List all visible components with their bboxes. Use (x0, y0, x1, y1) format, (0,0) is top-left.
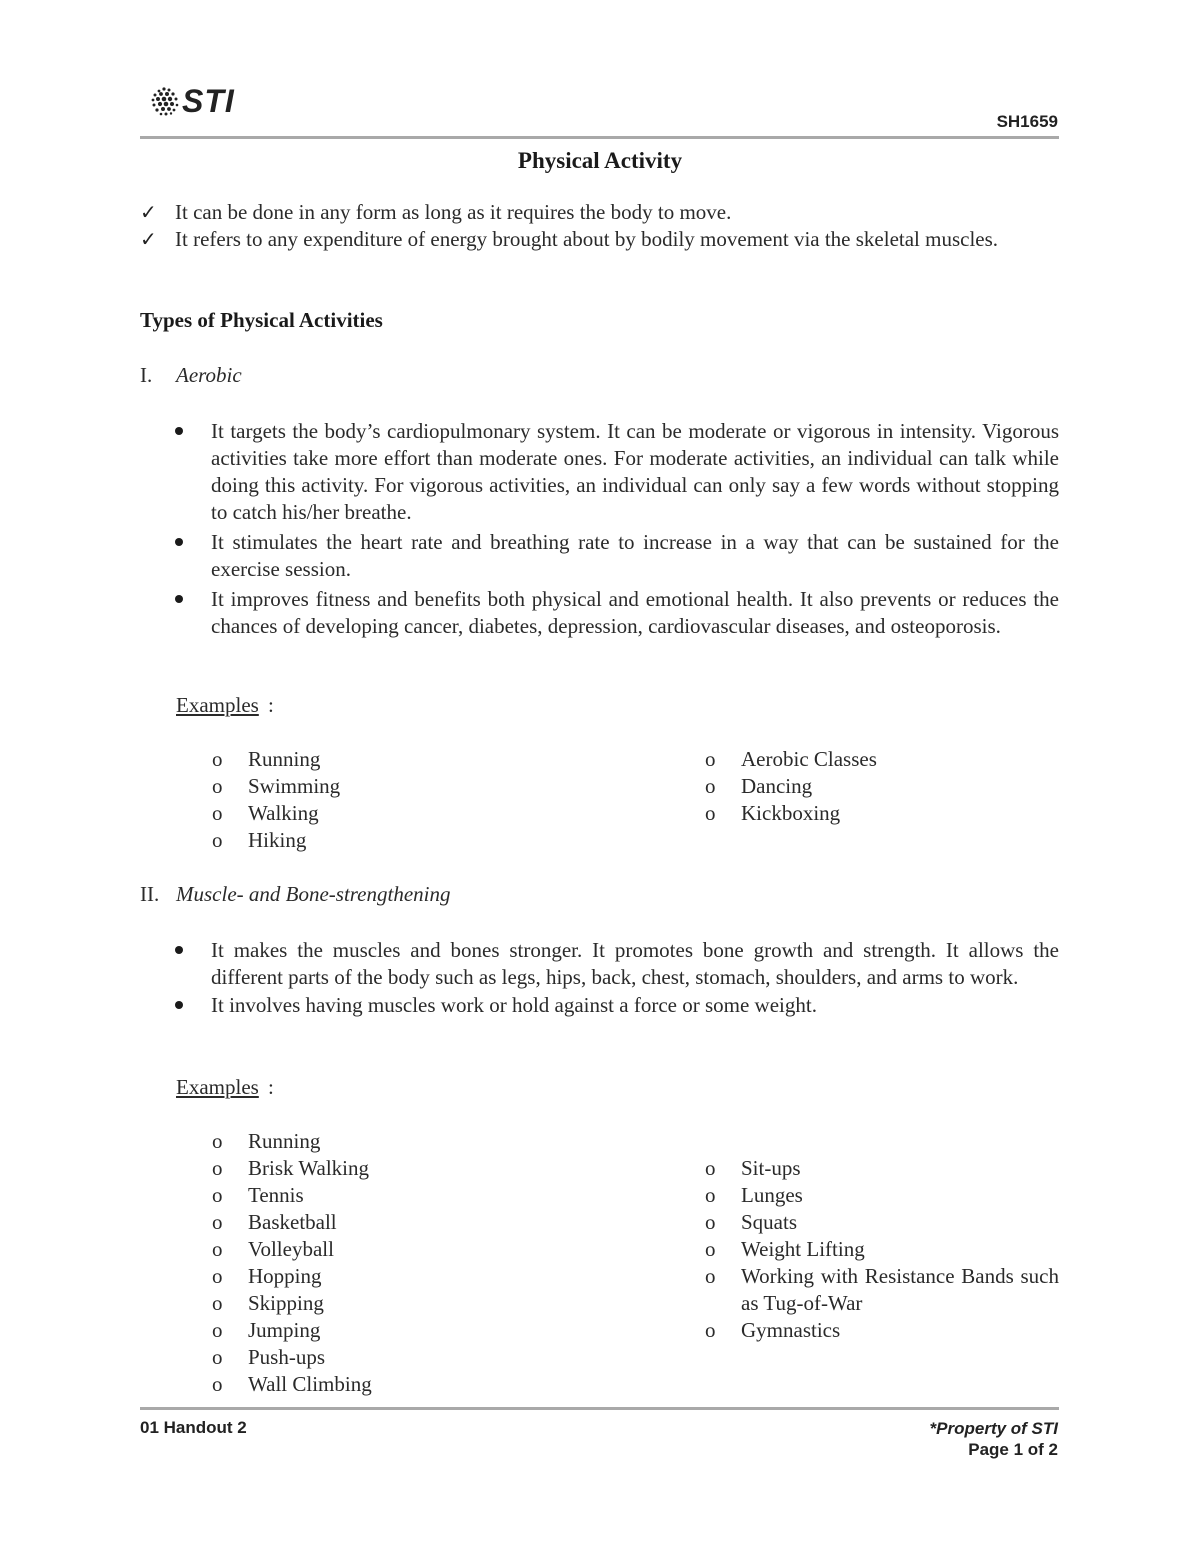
list-item: o Walking (212, 801, 319, 825)
intro-point: ✓ It can be done in any form as long as it requires the body to move. (140, 200, 732, 224)
list-marker: o (212, 1129, 223, 1153)
bullet-item: It makes the muscles and bones stronger. It promotes bone growth and strength. It allows the different parts of the body such as legs, hips, back, chest, stomach, shoulders, and arms to work. (175, 937, 1059, 991)
page-number: Page 1 of 2 (968, 1440, 1058, 1459)
examples-label: Examples (176, 693, 259, 717)
list-marker: o (705, 747, 716, 771)
list-item: o Volleyball (212, 1237, 334, 1261)
list-marker: o (212, 1156, 223, 1180)
section-name: Aerobic (176, 363, 242, 387)
list-item: o Jumping (212, 1318, 321, 1342)
bullet-icon (175, 427, 183, 435)
bullet-item: It involves having muscles work or hold against a force or some weight. (175, 992, 1059, 1019)
aerobic-examples-right (705, 746, 1059, 827)
list-marker: o (212, 1318, 223, 1342)
bullet-icon (175, 538, 183, 546)
list-item: o Running (212, 747, 321, 771)
list-marker: o (705, 1318, 716, 1342)
aerobic-examples-left (212, 746, 632, 854)
list-item: o Hopping (212, 1264, 322, 1288)
handout-label: 01 Handout 2 (140, 1418, 247, 1437)
bullet-item: It stimulates the heart rate and breathing rate to increase in a way that can be sustained for the exercise session. (175, 529, 1059, 583)
list-marker: o (212, 747, 223, 771)
list-marker: o (705, 1183, 716, 1207)
list-marker: o (705, 774, 716, 798)
property-notice: *Property of STI (929, 1419, 1058, 1438)
list-item: o Running (212, 1129, 321, 1153)
bullet-icon (175, 946, 183, 954)
list-item: o Squats (705, 1210, 798, 1234)
list-marker: o (705, 1210, 716, 1234)
list-item: o Working with Resistance Bands such as Tug-of-War (705, 1264, 1059, 1315)
list-marker: o (212, 774, 223, 798)
header-divider (140, 136, 1059, 139)
logo-text: STI (182, 83, 235, 119)
sti-logo (150, 84, 235, 118)
page-title: Physical Activity (517, 148, 683, 173)
section-numeral: II. (140, 882, 160, 906)
types-heading: Types of Physical Activities (140, 308, 383, 332)
list-item: o Sit-ups (705, 1156, 801, 1180)
footer-divider (140, 1407, 1059, 1410)
list-item: o Dancing (705, 774, 813, 798)
checkmark-icon: ✓ (140, 227, 157, 251)
list-item: o Swimming (212, 774, 341, 798)
bullet-icon (175, 595, 183, 603)
list-marker: o (212, 1372, 223, 1396)
section-name: Muscle- and Bone-strengthening (176, 882, 451, 906)
list-item: o Brisk Walking (212, 1156, 370, 1180)
list-marker: o (212, 1264, 223, 1288)
list-marker: o (212, 1183, 223, 1207)
list-marker: o (705, 1264, 716, 1288)
section-heading-aerobic (140, 362, 242, 389)
list-item: o Weight Lifting (705, 1237, 865, 1261)
list-marker: o (705, 801, 716, 825)
list-item: o Wall Climbing (212, 1372, 372, 1396)
examples-colon: : (268, 1075, 274, 1099)
list-item: o Push-ups (212, 1345, 326, 1369)
list-item: o Basketball (212, 1210, 337, 1234)
list-marker: o (705, 1156, 716, 1180)
list-item: o Hiking (212, 828, 307, 852)
footer-right (930, 1418, 1058, 1460)
list-marker: o (212, 1291, 223, 1315)
muscle-bone-examples-right (705, 1155, 1059, 1344)
list-item: o Lunges (705, 1183, 803, 1207)
list-marker: o (212, 801, 223, 825)
list-item: o Gymnastics (705, 1318, 841, 1342)
intro-checklist (140, 199, 1059, 253)
document-code: SH1659 (996, 112, 1058, 131)
muscle-bone-examples-left (212, 1128, 632, 1398)
bullet-item: It improves fitness and benefits both physical and emotional health. It also prevents or reduces the chances of developing cancer, diabetes, depression, cardiovascular diseases, and osteoporosis. (175, 586, 1059, 640)
muscle-bone-bullets (175, 937, 1059, 1019)
list-item: o Tennis (212, 1183, 304, 1207)
checkmark-icon: ✓ (140, 200, 157, 224)
aerobic-bullets (175, 418, 1059, 640)
examples-label: Examples (176, 1075, 259, 1099)
section-heading-muscle-bone (140, 881, 451, 908)
list-item: o Kickboxing (705, 801, 841, 825)
bullet-icon (175, 1001, 183, 1009)
examples-colon: : (268, 693, 274, 717)
globe-dots-icon (150, 86, 180, 116)
section-numeral: I. (140, 363, 153, 387)
list-item: o Aerobic Classes (705, 747, 877, 771)
list-marker: o (212, 1237, 223, 1261)
list-marker: o (212, 828, 223, 852)
list-marker: o (212, 1210, 223, 1234)
list-marker: o (212, 1345, 223, 1369)
list-item: o Skipping (212, 1291, 324, 1315)
bullet-item: It targets the body’s cardiopulmonary system. It can be moderate or vigorous in intensity. Vigorous activities take more effort than moderate ones. For moderate activities, an individual can talk while doing this activity. For vigorous activities, an individual can only say a few words without stopping to catch his/her breathe. (175, 418, 1059, 526)
intro-point: ✓ It refers to any expenditure of energy brought about by bodily movement via the skeletal muscles. (140, 227, 999, 251)
list-marker: o (705, 1237, 716, 1261)
